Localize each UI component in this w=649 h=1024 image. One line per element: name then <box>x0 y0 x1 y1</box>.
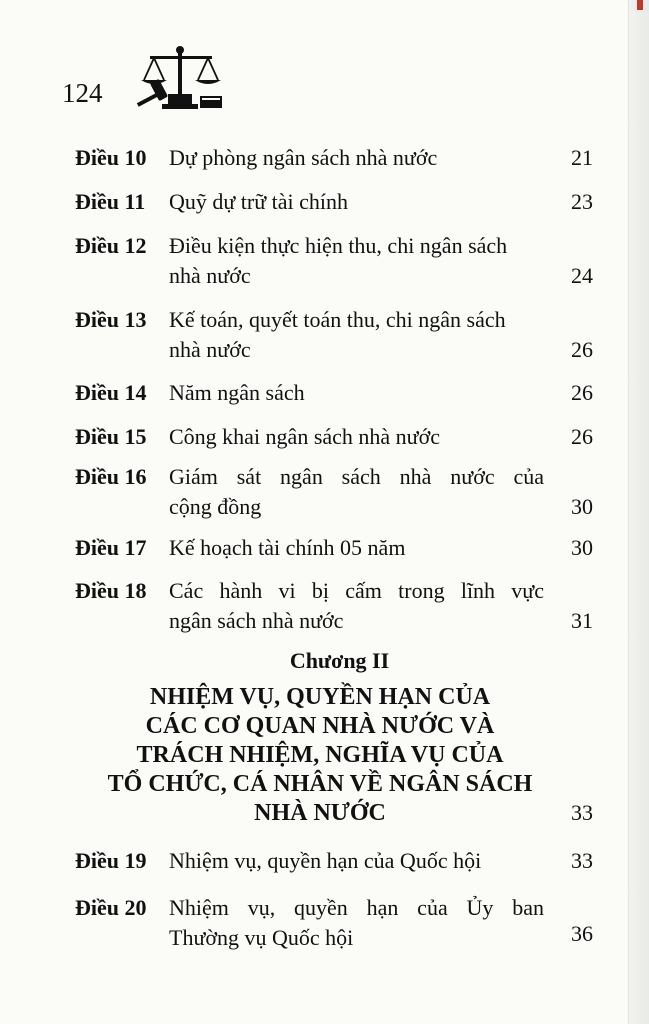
page-ref: 24 <box>571 263 593 288</box>
article-number: Điều 13 <box>75 307 147 332</box>
article-number: Điều 18 <box>75 578 147 603</box>
article-number: Điều 10 <box>75 145 147 170</box>
chapter-page-ref: 33 <box>571 800 593 825</box>
article-number: Điều 12 <box>75 233 147 258</box>
chapter-title-line: NHIỆM VỤ, QUYỀN HẠN CỦA <box>149 684 491 710</box>
article-number: Điều 16 <box>75 464 147 489</box>
page-ref: 26 <box>571 337 593 362</box>
article-title-line: Kế toán, quyết toán thu, chi ngân sách <box>169 307 506 332</box>
chapter-title-line: TỔ CHỨC, CÁ NHÂN VỀ NGÂN SÁCH <box>107 771 533 797</box>
chapter-label: Chương II <box>289 648 390 673</box>
page-ref: 30 <box>571 535 593 560</box>
page-ref: 26 <box>571 424 593 449</box>
article-number: Điều 14 <box>75 380 147 405</box>
article-title-line: Giám sát ngân sách nhà nước của <box>169 464 544 489</box>
scales-and-gavel-icon <box>134 44 230 110</box>
article-title-line: ngân sách nhà nước <box>169 608 344 633</box>
article-title <box>169 305 544 365</box>
page-ref: 26 <box>571 380 593 405</box>
article-title-line: nhà nước <box>169 263 251 288</box>
article-title: Năm ngân sách <box>169 380 305 405</box>
article-number: Điều 11 <box>75 189 146 214</box>
chapter-title[interactable] <box>95 683 545 828</box>
article-title: Quỹ dự trữ tài chính <box>169 189 349 214</box>
article-number: Điều 17 <box>75 535 147 560</box>
article-number: Điều 20 <box>75 895 147 920</box>
chapter-title-line: CÁC CƠ QUAN NHÀ NƯỚC VÀ <box>145 713 495 739</box>
page-ref: 33 <box>571 848 593 873</box>
page-ref: 31 <box>571 608 593 633</box>
page-edge <box>628 0 649 1024</box>
article-number: Điều 15 <box>75 424 147 449</box>
page-ref: 21 <box>571 145 593 170</box>
page-ref: 30 <box>571 494 593 519</box>
page-number: 124 <box>62 78 103 108</box>
page-ref: 23 <box>571 189 593 214</box>
article-title-line: Thường vụ Quốc hội <box>169 925 354 950</box>
article-title-line: Các hành vi bị cấm trong lĩnh vực <box>169 578 544 603</box>
article-title: Nhiệm vụ, quyền hạn của Quốc hội <box>169 848 482 873</box>
chapter-title-line: TRÁCH NHIỆM, NGHĨA VỤ CỦA <box>136 742 504 768</box>
article-title <box>169 576 544 636</box>
article-title: Kế hoạch tài chính 05 năm <box>169 535 406 560</box>
article-title <box>169 231 544 291</box>
chapter-title-line: NHÀ NƯỚC <box>254 800 386 826</box>
article-title <box>169 462 544 522</box>
article-title-line: cộng đồng <box>169 494 262 519</box>
article-title: Công khai ngân sách nhà nước <box>169 424 440 449</box>
page-ref: 36 <box>571 921 593 946</box>
article-title-line: Nhiệm vụ, quyền hạn của Ủy ban <box>169 895 544 920</box>
bookmark-tab <box>637 0 643 10</box>
article-title-line: nhà nước <box>169 337 251 362</box>
article-number: Điều 19 <box>75 848 147 873</box>
article-title-line: Điều kiện thực hiện thu, chi ngân sách <box>169 233 508 258</box>
article-title: Dự phòng ngân sách nhà nước <box>169 145 438 170</box>
article-title <box>169 893 544 953</box>
